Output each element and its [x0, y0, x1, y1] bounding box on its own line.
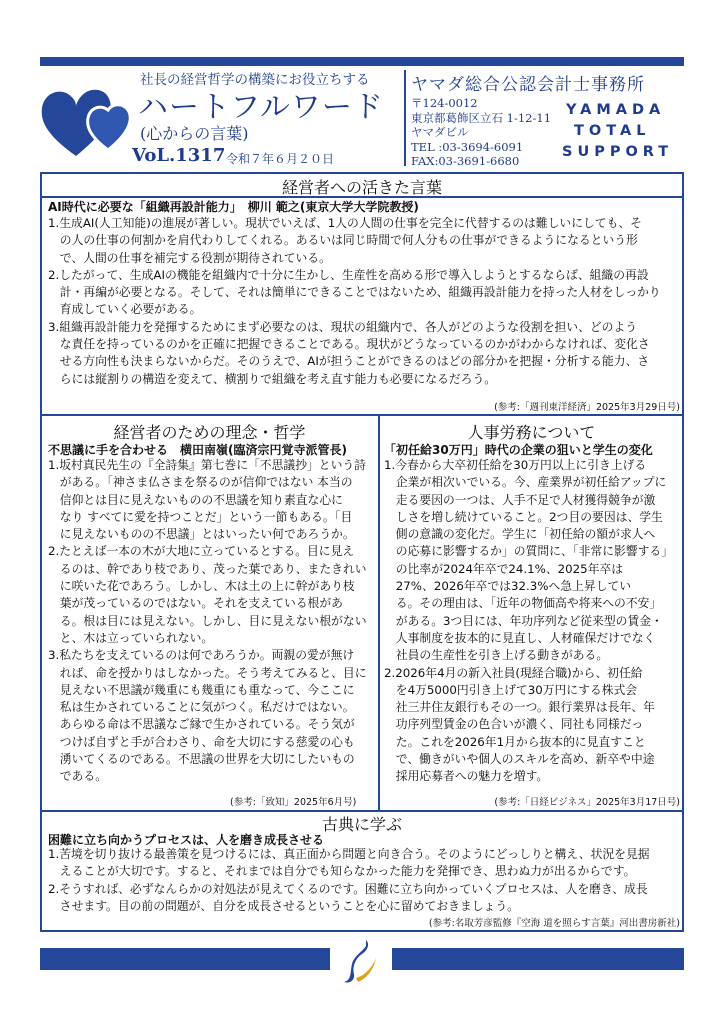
section1-body — [48, 215, 680, 388]
text-line: 1.今春から大卒初任給を30万円以上に引き上げる — [384, 458, 647, 472]
text-line: と、木は立っていられない。 — [48, 630, 214, 645]
text-line: 走る要因の一つは、人手不足で人材獲得競争が激 — [384, 492, 656, 507]
text-line: 見えない不思議が幾重にも幾重にも重なって、今ここに — [48, 682, 355, 697]
brand-line: SUPPORT — [562, 144, 674, 160]
text-line: れば、命を授かりはしなかった。そう考えてみると、目に — [48, 665, 367, 680]
text-line: な責任を持っているのかを正確に把握できることである。現状がどうなっているのかがわからなければ、変化さ — [48, 337, 650, 352]
section1-title: 経営者への活きた言葉 — [281, 178, 442, 197]
text-line: らには縦割りの構造を変えて、横割りで組織を考え直す能力も必要になるだろう。 — [48, 371, 497, 386]
top-rule — [40, 57, 684, 66]
address-line: 東京都葛飾区立石 1-12-11 — [411, 110, 552, 125]
text-line: 湧いてくるのである。不思議の世界を大切にしたいもの — [48, 752, 355, 767]
newsletter-title: ハートフルワード — [138, 90, 384, 125]
section4-body — [48, 846, 680, 915]
volume-number: VoL.1317 — [132, 145, 226, 166]
firm-address — [411, 96, 551, 169]
section3-heading: 「初任給30万円」時代の企業の狙いと学生の変化 — [384, 443, 653, 457]
section1-reference: (参考:「週刊東洋経済」2025年3月29日号) — [494, 402, 680, 413]
text-line: しさを増し続けていること。2つ目の要因は、学生 — [384, 509, 663, 524]
text-line: を4万5000円引き上げて30万円にする株式会 — [384, 682, 638, 697]
text-line: 27%、2026年卒では32.3%へ急上昇してい — [384, 579, 632, 594]
firm-name: ヤマダ総合公認会計士事務所 — [411, 75, 645, 95]
section2-body — [48, 457, 376, 786]
section-divider — [41, 414, 683, 416]
text-line: 2.そうすれば、必ずなんらかの対処法が見えてくるのです。困難に立ち向かっていくプロセスは、人を磨き、成長 — [48, 881, 648, 896]
section2-title: 経営者のための理念・哲学 — [113, 423, 306, 442]
address-line: 〒124-0012 — [411, 96, 478, 110]
section3-body — [384, 457, 682, 786]
hearts-logo-icon — [38, 78, 138, 160]
section3-title: 人事労務について — [467, 423, 596, 442]
text-line: 側の意識の変化だ。学生に「初任給の額が求人へ — [384, 527, 656, 542]
text-line: 2.2026年4月の新入社員(現経合職)から、初任給 — [384, 665, 643, 680]
footer-bar-left — [40, 948, 330, 970]
text-line: で、人間の仕事を補完する役割が期待されている。 — [48, 250, 331, 265]
text-line: 社三井住友銀行もその一つ。銀行業界は長年、年 — [384, 700, 655, 715]
section3-reference: (参考:「日経ビジネス」2025年3月17日号) — [494, 797, 680, 808]
text-line: る。その理由は、「近年の物価高や将来への不安」 — [384, 596, 662, 611]
newsletter-subtitle: 社長の経営哲学の構築にお役立ちする — [140, 72, 370, 88]
section1-heading: AI時代に必要な「組織再設計能力」 柳川 範之(東京大学大学院教授) — [48, 200, 419, 214]
text-line: がある。3つ目には、年功序列など従来型の賃金・ — [384, 613, 663, 628]
text-line: た。これを2026年1月から抜本的に見直すこと — [384, 734, 646, 749]
text-line: るのは、幹であり枝であり、茂った葉であり、またきれい — [48, 561, 367, 576]
text-line: に見えないものの不思議」とはいったい何であろうか。 — [48, 527, 355, 542]
text-line: る。根は目には見えない。しかし、目に見えない根がない — [48, 613, 367, 628]
text-line: がある。「神さま仏さまを祭るのが信仰ではない 本当の — [48, 475, 353, 490]
text-line: させます。目の前の問題が、自分を成長させるということを心に留めておきましょう。 — [48, 898, 519, 913]
address-line: ヤマダビル — [411, 125, 469, 139]
text-line: に咲いた花であろう。しかし、木は土の上に幹があり枝 — [48, 579, 355, 594]
text-line: 信仰とは目に見えないものの不思議を知り素直な心に — [48, 492, 343, 507]
issue-date: 令和７年６月２０日 — [226, 152, 335, 166]
text-line: の比率が2024年卒で24.1%、2025年卒は — [384, 561, 624, 576]
text-line: えることが大切です。すると、それまでは自分でも知らなかった能力を発揮でき、思わぬ力が出るからです。 — [48, 864, 636, 879]
text-line: である。 — [48, 769, 107, 784]
section4-heading: 困難に立ち向かうプロセスは、人を磨き成長させる — [48, 833, 325, 847]
text-line: 功序列型賃金の色合いが濃く、同社も同様だっ — [384, 717, 644, 732]
text-line: 採用応募者への魅力を増す。 — [384, 769, 549, 784]
text-line: せる方向性も決まらないからだ。そのうえで、AIが担うことができるのはどの部分かを把握・分析する能力、さ — [48, 354, 650, 369]
brand-line: TOTAL — [574, 123, 651, 139]
section2-heading: 不思議に手を合わせる 横田南嶺(臨済宗円覚寺派管長) — [48, 443, 347, 457]
text-line: 私は生かされていることに気がつく。私だけではない。 — [48, 700, 355, 715]
address-line: TEL :03-3694-6091 — [411, 139, 524, 154]
text-line: 2.したがって、生成AIの機能を組織内で十分に生かし、生産性を高める形で導入しようとするならば、組織の再設 — [48, 267, 649, 282]
text-line: で、働きがいや個人のスキルを高め、新卒や中途 — [384, 752, 655, 767]
section4-title: 古典に学ぶ — [321, 815, 402, 834]
text-line: つけば自ずと手が合わさり、命を大切にする慈愛の心も — [48, 734, 355, 749]
text-line: 葉が茂っているのではない。それを支えている根があ — [48, 596, 343, 611]
text-line: 社員の生産性を引き上げる動きがある。 — [384, 648, 609, 663]
section2-reference: (参考:「致知」2025年6月号) — [230, 797, 357, 808]
text-line: 1.苦境を切り抜ける最善策を見つけるには、真正面から問題と向き合う。そのようにどっしりと構え、状況を見据 — [48, 847, 650, 861]
text-line: 1.生成AI(人工知能)の進展が著しい。現状でいえば、1人の人間の仕事を完全に代替するのは難しいにしても、そ — [48, 216, 642, 230]
footer-bar-right — [392, 948, 684, 970]
text-line: 1.坂村真民先生の『全詩集』第七巻に「不思議抄」という詩 — [48, 458, 366, 472]
newsletter-title-sub: (心からの言葉) — [140, 124, 249, 143]
text-line: あらゆる命は不思議なご縁で生かされている。そう気が — [48, 717, 355, 732]
header-divider — [404, 70, 406, 166]
swoosh-logo-icon — [336, 936, 386, 986]
text-line: 企業が相次いでいる。今、産業界が初任給アップに — [384, 475, 667, 490]
text-line: なり すべてに愛を持つことだ」という一節もある。「目 — [48, 509, 353, 524]
address-line: FAX:03-3691-6680 — [411, 154, 520, 168]
section4-reference: (参考:名取芳彦監修『空海 道を照らす言葉』河出書房新社) — [428, 918, 680, 929]
column-divider — [378, 414, 380, 810]
text-line: 3.私たちを支えているのは何であろうか。両親の愛が無け — [48, 648, 355, 663]
text-line: の人の仕事の何割かを肩代わりしてくれる。あるいは同じ時間で何人分もの仕事ができるようになるという形 — [48, 233, 638, 248]
text-line: の応募に影響するか」の質問に、「非常に影響する」 — [384, 544, 674, 559]
text-line: 2.たとえば一本の木が大地に立っているとする。目に見え — [48, 544, 355, 559]
text-line: 人事制度を抜本的に見直し、人材確保だけでなく — [384, 630, 656, 645]
text-line: 3.組織再設計能力を発揮するためにまず必要なのは、現状の組織内で、各人がどのような役割を担い、どのよう — [48, 319, 638, 334]
brand-line: YAMADA — [566, 102, 666, 118]
text-line: 計・再編が必要となる。そして、それは簡単にできることではないため、組織再設計能力を持った人材をしっかり — [48, 285, 661, 300]
text-line: 育成していく必要がある。 — [48, 302, 202, 317]
